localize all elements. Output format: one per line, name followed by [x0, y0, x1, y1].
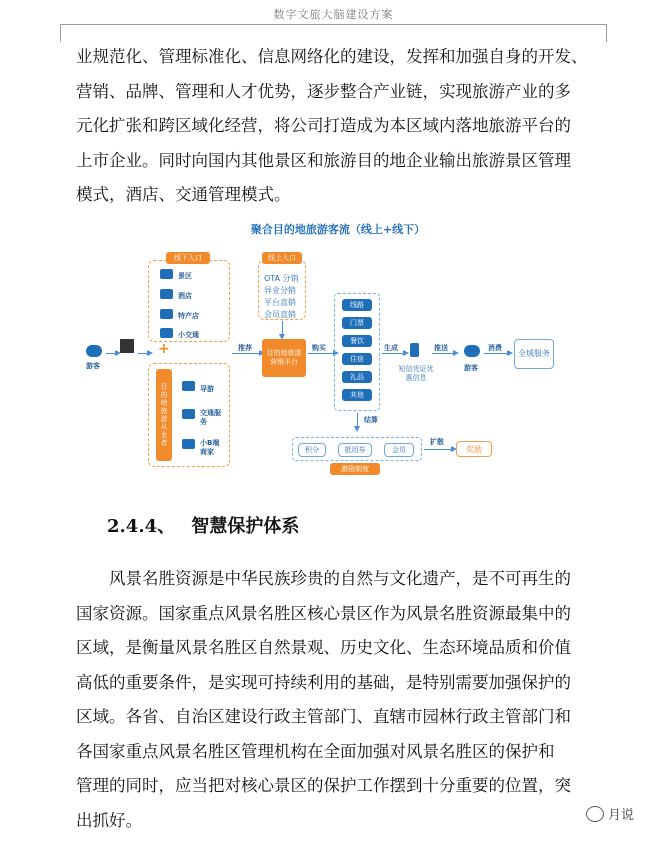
plus-sign: + [158, 341, 170, 357]
online-item: OTA 分销 [264, 274, 299, 283]
text-line: 区域。各省、自治区建设行政主管部门、直辖市园林行政主管部门和 [76, 707, 571, 726]
arrow [484, 353, 508, 354]
text-line: 营销、品牌、管理和人才优势，逐步整合产业链，实现旅游产业的多 [76, 81, 571, 101]
tourist-icon [86, 345, 102, 357]
tourist-icon [464, 345, 480, 357]
online-item: 异业分销 [264, 286, 296, 295]
reward-item: 会员 [384, 443, 414, 457]
tourist-label: 游客 [86, 362, 100, 370]
bus-icon [182, 409, 195, 419]
watermark-text: 月说 [608, 808, 635, 823]
voucher-label: 短信凭证优惠信息 [398, 365, 434, 382]
reward-item: 积分 [298, 443, 326, 457]
online-item: 会员直销 [264, 310, 296, 319]
section-number: 2.4.4、 [107, 516, 176, 537]
wechat-icon [586, 806, 604, 822]
text-line: 业规范化、管理标准化、信息网络化的建设，发挥和加强自身的开发、 [76, 47, 588, 66]
arrow [232, 353, 260, 354]
product-item: 其他 [342, 389, 372, 401]
merchant-icon [182, 439, 195, 449]
arrow [382, 353, 404, 354]
global-service: 全域服务 [514, 339, 554, 369]
crop-mark-left [60, 24, 61, 42]
practitioner-item: 小B端商家 [200, 439, 220, 456]
arrow [424, 449, 452, 450]
text-line: 高低的重要条件，是实现可持续利用的基础，是特别需要加强保护的 [76, 672, 571, 692]
text-line: 区域，是衡量风景名胜区自然景观、历史文化、生态环境品质和价值 [76, 638, 571, 657]
incentive-system: 激励制度 [330, 463, 380, 475]
text-line: 出抓好。 [76, 810, 142, 830]
text-line: 上市企业。同时向国内其他景区和旅游目的地企业输出旅游景区管理 [76, 150, 571, 170]
offline-entry-title: 线下入口 [166, 252, 210, 264]
online-item: 平台直销 [264, 298, 296, 307]
reward-box-outcome: 奖励 [456, 441, 492, 457]
shop-icon [160, 309, 173, 319]
text-line: 元化扩张和跨区域化经营，将公司打造成为本区域内落地旅游平台的 [76, 116, 571, 135]
hotel-icon [160, 289, 173, 299]
marketing-platform: 目的地旅游营销平台 [262, 339, 306, 377]
section-title [107, 512, 299, 538]
online-entry-title: 线上入口 [262, 252, 302, 264]
text-line: 国家资源。国家重点风景名胜区核心景区作为风景名胜资源最集中的 [76, 603, 571, 623]
text-line: 模式，酒店、交通管理模式。 [76, 185, 291, 204]
consume-label: 消费 [488, 344, 502, 352]
arrow [282, 321, 283, 335]
expand-label: 扩散 [430, 438, 444, 446]
tourism-flow-diagram [78, 215, 598, 487]
product-item: 住宿 [342, 353, 372, 365]
offline-item: 小交通 [178, 331, 199, 339]
header-rule [60, 24, 606, 25]
crop-mark-right [606, 24, 607, 42]
watermark [586, 804, 634, 823]
text-line: 风景名胜资源是中华民族珍贵的自然与文化遗产，是不可再生的 [109, 569, 571, 588]
product-item: 餐饮 [342, 335, 372, 347]
practitioners-title: 目的地旅游从业者 [156, 369, 172, 461]
settle-label: 结算 [364, 416, 378, 424]
text-line: 管理的同时，应当把对核心景区的保护工作摆到十分重要的位置，突 [76, 776, 571, 795]
text-line: 各国家重点风景名胜区管理机构在全面加强对风景名胜区的保护和 [76, 741, 555, 761]
recommend-label: 推荐 [238, 344, 252, 352]
page-header [0, 0, 667, 42]
offline-item: 景区 [178, 272, 192, 280]
generate-label: 生成 [384, 344, 398, 352]
guide-icon [182, 381, 195, 391]
scenic-icon [160, 269, 173, 279]
product-item: 门票 [342, 317, 372, 329]
section-name: 智慧保护体系 [191, 516, 300, 537]
arrow [106, 353, 116, 354]
arrow [432, 353, 454, 354]
paragraph-1 [76, 40, 588, 213]
transport-icon [160, 328, 173, 338]
push-label: 推送 [434, 344, 448, 352]
buy-label: 购买 [312, 344, 326, 352]
qrcode-icon [120, 339, 134, 353]
product-item: 礼品 [342, 371, 372, 383]
paragraph-2 [76, 562, 588, 838]
practitioner-item: 交通服务 [200, 409, 221, 426]
phone-icon [410, 343, 419, 357]
diagram-title: 聚合目的地旅游客流（线上+线下） [250, 223, 426, 236]
tourist-label: 游客 [464, 364, 478, 372]
arrow [357, 413, 358, 427]
header-title: 数字文旅大脑建设方案 [273, 8, 394, 21]
offline-item: 特产店 [178, 312, 199, 320]
offline-item: 酒店 [178, 292, 192, 300]
arrow [308, 353, 334, 354]
practitioner-item: 导游 [200, 385, 214, 393]
arrow [138, 353, 148, 354]
reward-item: 抵用券 [338, 443, 372, 457]
product-item: 线路 [342, 299, 372, 311]
